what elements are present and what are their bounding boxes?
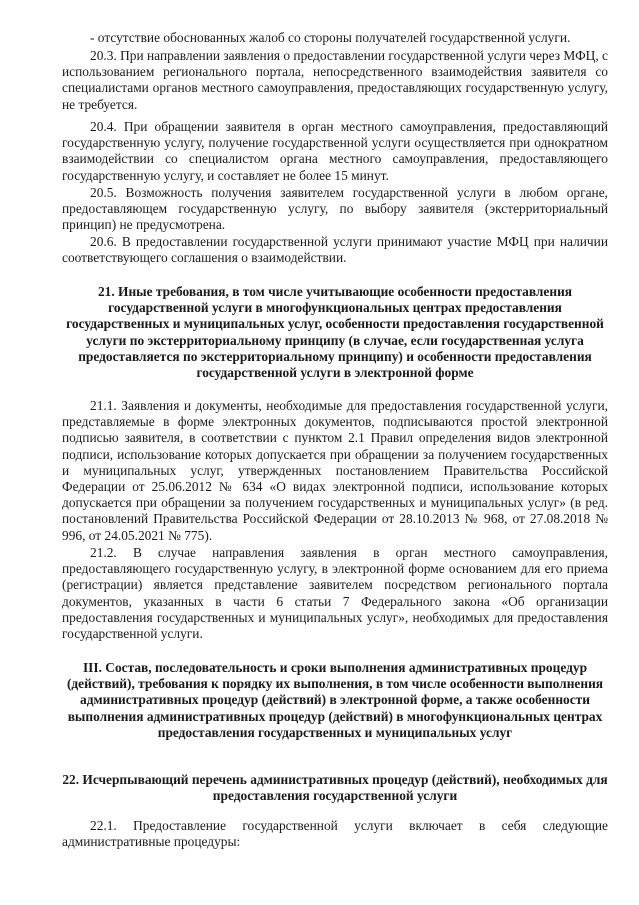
section-heading-22: 22. Исчерпывающий перечень административных процедур (действий), необходимых для предоставления государственной услуги: [62, 772, 608, 804]
paragraph-21-2: 21.2. В случае направления заявления в орган местного самоуправления, предоставляющего государственную услугу, в электронной форме основанием для его приема (регистрации) является представление заявителем посредством регионального портала документов, указанных в части 6 статьи 7 Федерального закона «Об организации предоставления государственных и муниципальных услуг», необходимых для предоставления государственной услуги.: [62, 545, 608, 642]
section-heading-21: 21. Иные требования, в том числе учитывающие особенности предоставления государственной услуги в многофункциональных центрах предоставления государственных и муниципальных услуг, особенности предоставления государственной услуги по экстерриториальному принципу (в случае, если государственная услуга предоставляется по экстерриториальному принципу) и особенности предоставления государственной услуги в электронной форме: [66, 284, 604, 381]
paragraph-bullet-no-complaints: - отсутствие обоснованных жалоб со стороны получателей государственной услуги.: [90, 30, 571, 45]
paragraph-20-4: 20.4. При обращении заявителя в орган местного самоуправления, предоставляющий государственную услугу, получение государственной услуги осуществляется при однократном взаимодействии со специалистом органа местного самоуправления, предоставляющего государственную услугу, и составляет не более 15 минут.: [62, 119, 608, 183]
paragraph-20-3: 20.3. При направлении заявления о предоставлении государственной услуги через МФЦ, с использованием регионального портала, непосредственного взаимодействия заявителя со специалистами органов местного самоуправления, предоставляющих государственную услугу, не требуется.: [62, 48, 608, 112]
paragraph-22-1: 22.1. Предоставление государственной услуги включает в себя следующие административные процедуры:: [62, 818, 608, 850]
paragraph-20-6: 20.6. В предоставлении государственной услуги принимают участие МФЦ при наличии соответствующего соглашения о взаимодействии.: [62, 234, 608, 266]
section-heading-III: III. Состав, последовательность и сроки выполнения административных процедур (действий), требования к порядку их выполнения, в том числе особенности выполнения административных процедур (действий) в электронной форме, а также особенности выполнения административных процедур (действий) в многофункциональных центрах предоставления государственных и муниципальных услуг: [66, 660, 604, 740]
paragraph-21-1: 21.1. Заявления и документы, необходимые для предоставления государственной услуги, представляемые в форме электронных документов, подписываются простой электронной подписью заявителя, в соответствии с пунктом 2.1 Правил определения видов электронной подписи, использование которых допускается при обращении за получением государственных и муниципальных услуг, утвержденных постановлением Правительства Российской Федерации от 25.06.2012 № 634 «О видах электронной подписи, использование которых допускается при обращении за получением государственных и муниципальных услуг» (в ред. постановлений Правительства Российской Федерации от 28.10.2013 № 968, от 27.08.2018 № 996, от 24.05.2021 № 775).: [62, 398, 608, 543]
paragraph-20-5: 20.5. Возможность получения заявителем государственной услуги в любом органе, предоставляющем государственную услугу, по выбору заявителя (экстерриториальный принцип) не предусмотрена.: [62, 185, 608, 233]
